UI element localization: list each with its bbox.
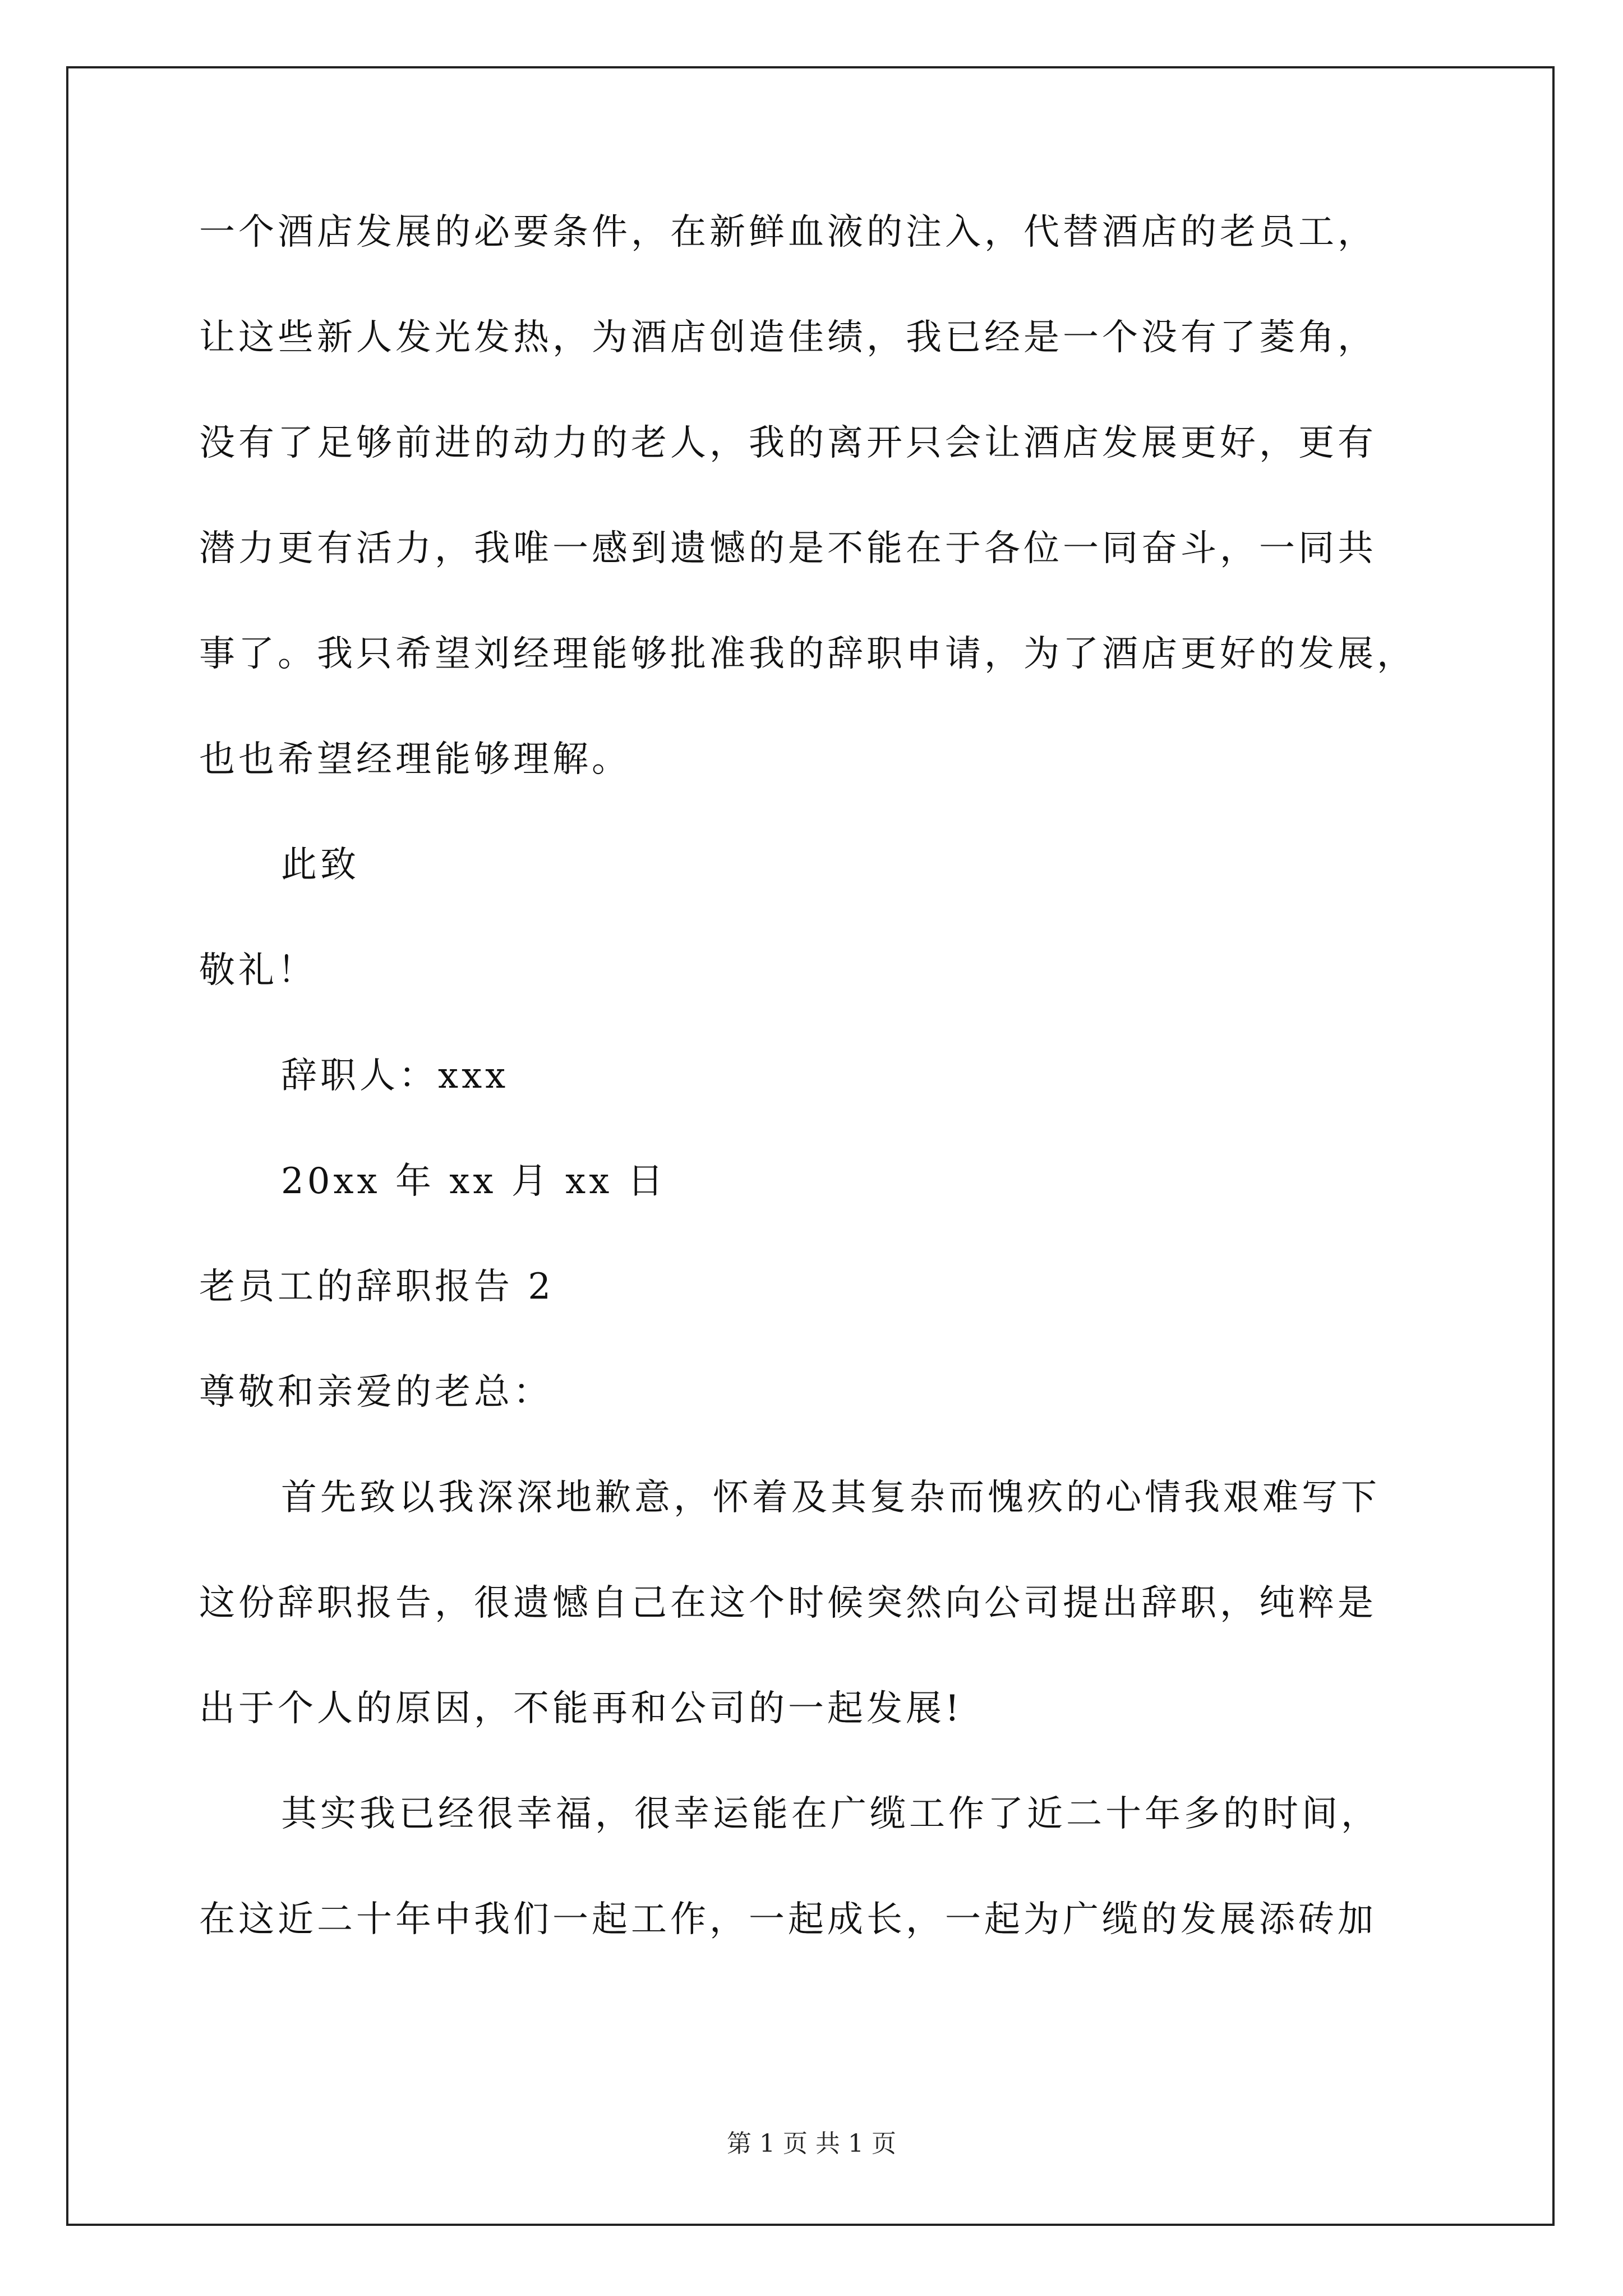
body-line-15: 出于个人的原因，不能再和公司的一起发展! — [199, 1688, 963, 1729]
salutation-line: 此致 — [281, 844, 359, 886]
page-footer: 第 1 页 共 1 页 — [727, 2129, 896, 2158]
signature-line: 辞职人：xxx — [281, 1055, 509, 1097]
body-line-16: 其实我已经很幸福，很幸运能在广缆工作了近二十年多的时间， — [281, 1793, 1380, 1835]
body-line-2: 让这些新人发光发热，为酒店创造佳绩，我已经是一个没有了菱角， — [199, 317, 1377, 358]
date-line: 20xx 年 xx 月 xx 日 — [281, 1161, 667, 1202]
body-line-4: 潜力更有活力，我唯一感到遗憾的是不能在于各位一同奋斗，一同共 — [199, 528, 1377, 569]
body-line-1: 一个酒店发展的必要条件，在新鲜血液的注入，代替酒店的老员工， — [199, 211, 1377, 253]
body-line-13: 首先致以我深深地歉意，怀着及其复杂而愧疚的心情我艰难写下 — [281, 1477, 1380, 1519]
body-line-17: 在这近二十年中我们一起工作，一起成长，一起为广缆的发展添砖加 — [199, 1899, 1377, 1940]
closing-line: 敬礼！ — [199, 950, 317, 991]
body-line-14: 这份辞职报告，很遗憾自己在这个时候突然向公司提出辞职，纯粹是 — [199, 1582, 1377, 1624]
body-line-3: 没有了足够前进的动力的老人，我的离开只会让酒店发展更好，更有 — [199, 422, 1377, 464]
document-body — [199, 211, 1467, 2007]
greeting-line: 尊敬和亲爱的老总： — [199, 1372, 552, 1413]
section-title: 老员工的辞职报告 2 — [199, 1266, 555, 1308]
body-line-6: 也也希望经理能够理解。 — [199, 739, 631, 780]
body-line-5: 事了。我只希望刘经理能够批准我的辞职申请，为了酒店更好的发展， — [199, 633, 1416, 675]
